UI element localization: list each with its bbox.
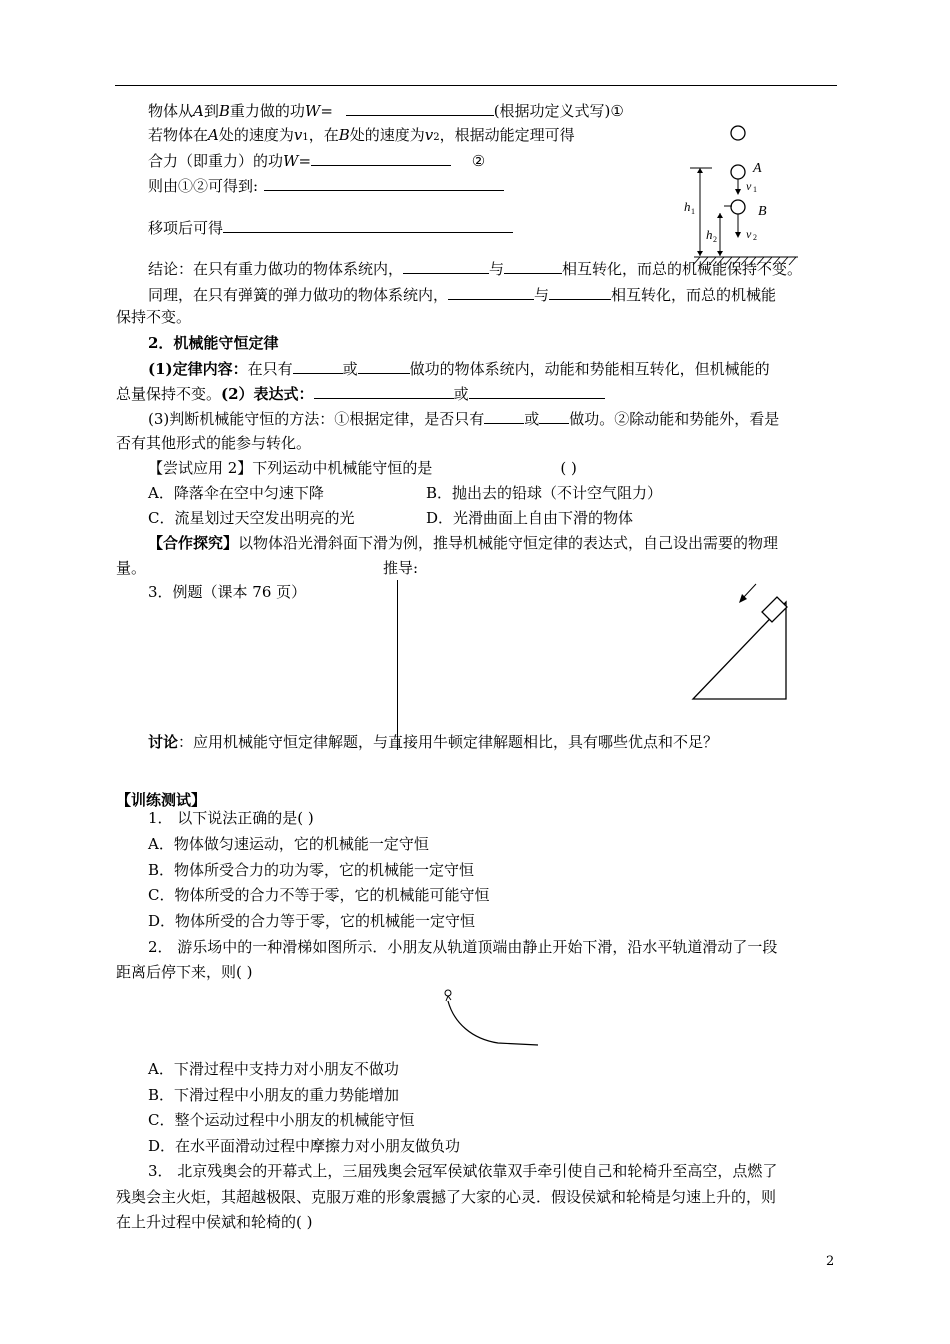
- text-line: [148, 150, 485, 171]
- label-b: B: [758, 204, 767, 219]
- text: 若物体在: [148, 126, 209, 144]
- blank-field[interactable]: [403, 258, 489, 274]
- label-a: A: [753, 161, 762, 176]
- option-b: B．抛出去的铅球（不计空气阻力）: [426, 484, 663, 502]
- question: [148, 1161, 777, 1181]
- option: [148, 1085, 399, 1105]
- question: [148, 458, 577, 478]
- label-h1-sub: 1: [691, 207, 695, 216]
- option: [148, 885, 489, 905]
- label-h2: h: [706, 227, 713, 242]
- slide-track: [448, 1001, 538, 1045]
- text-line: [383, 558, 418, 578]
- section-title: [148, 333, 278, 353]
- text: W: [304, 102, 321, 120]
- text-line: [148, 358, 770, 379]
- option: [148, 483, 324, 503]
- blank-field[interactable]: [264, 175, 504, 191]
- page-number: [826, 1252, 834, 1272]
- blank-field[interactable]: [549, 284, 611, 300]
- text: v: [424, 126, 434, 144]
- text: 否有其他形式的能参与转化。: [116, 434, 312, 452]
- ball-b: [731, 200, 745, 214]
- question: [148, 808, 314, 828]
- option-d: D．在水平面滑动过程中摩擦力对小朋友做负功: [148, 1137, 461, 1155]
- text: 【尝试应用 2】下列运动中机械能守恒的是: [148, 459, 433, 477]
- text: (根据功定义式写)①: [493, 102, 624, 120]
- text: 相互转化，而总的机械能保持不变。: [562, 260, 803, 278]
- option-c: C．整个运动过程中小朋友的机械能守恒: [148, 1111, 415, 1129]
- blank-field[interactable]: [358, 358, 410, 374]
- option-d: D．光滑曲面上自由下滑的物体: [426, 509, 634, 527]
- text: 处的速度为: [349, 126, 425, 144]
- text: 2: [826, 1254, 835, 1269]
- ball-top: [731, 126, 745, 140]
- text-line: [148, 100, 624, 121]
- text: 在只有: [247, 360, 293, 378]
- text: 【训练测试】: [116, 791, 207, 809]
- text: 讨论: [148, 733, 179, 751]
- text: 与: [489, 260, 505, 278]
- divider-line: [397, 580, 398, 750]
- text-line: [116, 558, 146, 578]
- ground-hatch: [693, 257, 796, 265]
- text: 则由①②可得到:: [148, 177, 259, 195]
- option: [426, 483, 662, 503]
- text: A: [193, 102, 204, 120]
- text: B: [218, 102, 230, 120]
- text: B: [338, 126, 350, 144]
- option: [148, 834, 429, 854]
- option: [148, 1059, 399, 1079]
- text: 或: [342, 360, 358, 378]
- text: 3．例题（课本 76 页）: [148, 583, 307, 601]
- blank-field[interactable]: [314, 383, 454, 399]
- option-b: B．物体所受合力的功为零，它的机械能一定守恒: [148, 861, 475, 879]
- option-a: A．物体做匀速运动，它的机械能一定守恒: [148, 835, 429, 853]
- text: 量。: [116, 559, 147, 577]
- option: [148, 508, 354, 528]
- text: (3)判断机械能守恒的方法：①根据定律，是否只有: [148, 410, 485, 428]
- answer-paren[interactable]: ( ): [560, 459, 577, 477]
- text-line: [148, 284, 776, 305]
- slide-figure: [440, 985, 545, 1050]
- text-line: [148, 533, 778, 553]
- text: 或: [524, 410, 540, 428]
- option-a: A．下滑过程中支持力对小朋友不做功: [148, 1060, 399, 1078]
- text: 到: [203, 102, 219, 120]
- blank-field[interactable]: [539, 408, 569, 424]
- text-line: [148, 217, 513, 238]
- blank-field[interactable]: [293, 358, 343, 374]
- text: 推导:: [383, 559, 419, 577]
- text: (2）表达式：: [221, 385, 314, 403]
- text: 做功的物体系统内，动能和势能相互转化，但机械能的: [409, 360, 770, 378]
- option: [426, 508, 633, 528]
- section-title: [116, 790, 206, 810]
- ball-a: [731, 165, 745, 179]
- text: 在上升过程中侯斌和轮椅的( ): [116, 1213, 313, 1231]
- option: [148, 860, 474, 880]
- text: 物体从: [148, 102, 194, 120]
- incline-figure: [686, 582, 796, 704]
- text: ：应用机械能守恒定律解题，: [178, 733, 374, 751]
- text: 与: [534, 286, 550, 304]
- option: [148, 1110, 414, 1130]
- option-c: C．流星划过天空发出明亮的光: [148, 509, 355, 527]
- falling-ball-figure: [680, 120, 840, 280]
- text: 残奥会主火炬，其超越极限、克服万难的形象震撼了大家的心灵．假设侯斌和轮椅是匀速上升的，则: [116, 1188, 777, 1206]
- blank-field[interactable]: [223, 217, 513, 233]
- text: 以物体沿光滑斜面下滑为例，推导机械能守恒定律的表达式，自己设出需要的物理: [238, 534, 779, 552]
- header-rule: [115, 85, 837, 86]
- question: [116, 962, 252, 982]
- text: 重力做的功: [229, 102, 305, 120]
- text: A: [208, 126, 219, 144]
- text: 移项后可得: [148, 219, 224, 237]
- text: 3． 北京残奥会的开幕式上，三届残奥会冠军侯斌依靠双手牵引使自己和轮椅升至高空，点燃了: [148, 1162, 778, 1180]
- text: 相互转化，而总的机械能: [611, 286, 777, 304]
- text: 距离后停下来，则( ): [116, 963, 253, 981]
- text: 总量保持不变。: [116, 385, 222, 403]
- text: =: [298, 152, 312, 170]
- text: 同理，在只有弹簧的弹力做功的物体系统内，: [148, 286, 449, 304]
- arrow-line: [743, 584, 756, 598]
- blank-field[interactable]: [504, 258, 562, 274]
- text: v: [293, 126, 303, 144]
- text-line: [148, 175, 504, 196]
- block: [762, 597, 787, 622]
- option-b: B．下滑过程中小朋友的重力势能增加: [148, 1086, 400, 1104]
- label-v2: v: [746, 227, 752, 241]
- text: 保持不变。: [116, 308, 192, 326]
- option: [148, 1136, 460, 1156]
- text-line: [116, 383, 605, 404]
- child-head: [445, 990, 451, 996]
- text: 2． 游乐场中的一种滑梯如图所示．小朋友从轨道顶端由静止开始下滑，沿水平轨道滑动了一段: [148, 938, 778, 956]
- option: [148, 911, 475, 931]
- blank-field[interactable]: [469, 383, 605, 399]
- text: ，根据动能定理可得: [439, 126, 575, 144]
- text: 或: [453, 385, 469, 403]
- label-v2-sub: 2: [753, 233, 757, 242]
- text: 1: [302, 132, 309, 143]
- text: 合力（即重力）的功: [148, 152, 284, 170]
- text: 做功。②除动能和势能外，看是: [569, 410, 780, 428]
- text: ②: [471, 152, 486, 170]
- blank-field[interactable]: [311, 150, 451, 166]
- question: [148, 937, 777, 957]
- text: 2．机械能守恒定律: [148, 334, 279, 352]
- option-c: C．物体所受的合力不等于零，它的机械能可能守恒: [148, 886, 490, 904]
- text: 处的速度为: [218, 126, 294, 144]
- text: ，在: [308, 126, 339, 144]
- text: (1)定律内容：: [148, 360, 248, 378]
- label-v1: v: [746, 179, 752, 193]
- text-line: [148, 408, 779, 429]
- text: 结论：在只有重力做功的物体系统内，: [148, 260, 404, 278]
- text: W: [283, 152, 299, 170]
- text-line: [116, 433, 311, 453]
- text-line: [148, 582, 306, 602]
- option-d: D．物体所受的合力等于零，它的机械能一定守恒: [148, 912, 476, 930]
- blank-field[interactable]: [484, 408, 524, 424]
- text: 1． 以下说法正确的是( ): [148, 809, 314, 827]
- text: 与直接用牛顿定律解题相比，具有哪些优点和不足？: [373, 733, 719, 751]
- option-a: A．降落伞在空中匀速下降: [148, 484, 324, 502]
- text-line: [148, 732, 718, 752]
- text: 【合作探究】: [148, 534, 239, 552]
- question: [116, 1212, 312, 1232]
- label-v1-sub: 1: [753, 185, 757, 194]
- label-h2-sub: 2: [713, 235, 717, 244]
- blank-field[interactable]: [448, 284, 534, 300]
- text-line: [116, 307, 191, 327]
- label-h1: h: [684, 199, 691, 214]
- question: [116, 1187, 776, 1207]
- text: 2: [433, 132, 440, 143]
- blank-field[interactable]: [346, 100, 494, 116]
- text: =: [320, 102, 333, 120]
- text-line: [148, 125, 575, 148]
